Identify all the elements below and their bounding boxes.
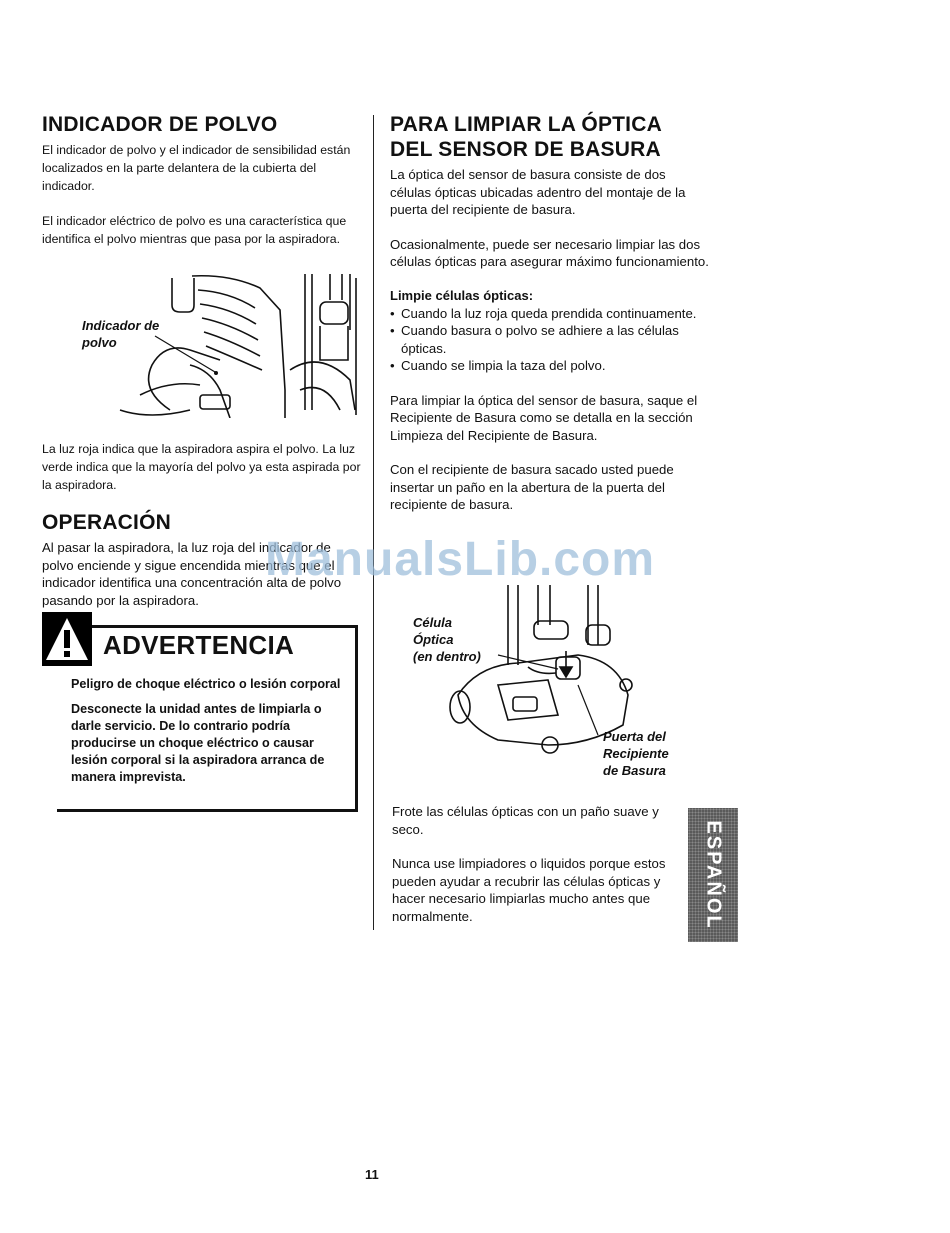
dust-indicator-heading: INDICADOR DE POLVO xyxy=(42,113,278,136)
optics-paragraph-1: La óptica del sensor de basura consiste de dos células ópticas ubicadas adentro del montaje de la puerta del recipiente de basura. xyxy=(390,167,686,217)
warning-line-2: Desconecte la unidad antes de limpiarla o darle servicio. De lo contrario podría producirse un choque eléctrico o causar lesión corporal si la aspiradora arranca de manera imprevista. xyxy=(71,702,325,784)
optics-paragraph-3: Para limpiar la óptica del sensor de basura, saque el Recipiente de Basura como se detalla en la sección Limpieza del Recipiente de Basura. xyxy=(390,392,698,443)
optics-heading xyxy=(390,112,710,162)
warning-title: ADVERTENCIA xyxy=(103,630,295,660)
optics-paragraph-6: Nunca use limpiadores o liquidos porque estos pueden ayudar a recubrir las células ópticas y hacer necesario limpiarlas mucho antes que normalmente. xyxy=(392,856,666,924)
clean-list xyxy=(390,305,710,375)
optics-paragraph-4: Con el recipiente de basura sacado usted puede insertar un paño en la abertura de la puerta del recipiente de basura. xyxy=(390,462,674,512)
warning-line-1: Peligro de choque eléctrico o lesión corporal xyxy=(71,677,341,691)
clean-list-title: Limpie células ópticas: xyxy=(390,287,534,303)
optics-paragraph-5: Frote las células ópticas con un paño suave y seco. xyxy=(392,804,659,837)
dust-indicator-callout-line2: polvo xyxy=(82,335,117,350)
optical-cell-callout xyxy=(413,614,481,665)
clean-list-item: • Cuando se limpia la taza del polvo. xyxy=(390,357,710,375)
optics-heading-line2: DEL SENSOR DE BASURA xyxy=(390,138,661,161)
operation-paragraph: Al pasar la aspiradora, la luz roja del indicador de polvo enciende y sigue encendida mientras que el indicador identifica una concentración alta de polvo pasando por la aspiradora. xyxy=(42,540,342,608)
warning-triangle-icon xyxy=(42,612,92,666)
language-tab xyxy=(688,808,738,942)
clean-list-item: • Cuando basura o polvo se adhiere a las células ópticas. xyxy=(390,322,710,357)
dirt-cup-door-callout-line1: Puerta del xyxy=(603,729,666,744)
dirt-cup-door-callout xyxy=(603,728,669,779)
language-tab-label: ESPAÑOL xyxy=(702,820,725,930)
clean-list-item: • Cuando la luz roja queda prendida continuamente. xyxy=(390,305,710,323)
warning-header-block xyxy=(42,612,92,666)
right-column xyxy=(390,112,710,514)
optics-heading-line1: PARA LIMPIAR LA ÓPTICA xyxy=(390,113,662,136)
dust-indicator-callout-line1: Indicador de xyxy=(82,318,160,333)
dust-paragraph-1: El indicador de polvo y el indicador de sensibilidad están localizados en la parte delantera de la cubierta del indicador. xyxy=(42,143,351,193)
page-number: 11 xyxy=(365,1167,379,1182)
column-divider xyxy=(373,115,374,930)
warning-text xyxy=(71,676,346,786)
operation-heading: OPERACIÓN xyxy=(42,511,171,534)
dirt-cup-door-callout-line3: de Basura xyxy=(603,763,666,778)
optical-cell-callout-line1: Célula xyxy=(413,615,453,630)
left-column xyxy=(42,112,362,248)
optical-cell-callout-line3: (en dentro) xyxy=(413,649,481,664)
right-column-lower xyxy=(392,803,682,925)
optics-paragraph-2: Ocasionalmente, puede ser necesario limpiar las dos células ópticas para asegurar máximo funcionamiento. xyxy=(390,236,709,269)
dust-paragraph-2: El indicador eléctrico de polvo es una característica que identifica el polvo mientras que pasa por la aspiradora. xyxy=(42,214,347,246)
watermark: ManualsLib.com xyxy=(265,533,656,586)
dust-paragraph-3: La luz roja indica que la aspiradora aspira el polvo. La luz verde indica que la mayoría del polvo ya esta aspirada por la aspiradora. xyxy=(42,442,361,492)
dirt-cup-door-callout-line2: Recipiente xyxy=(603,746,669,761)
optical-cell-callout-line2: Óptica xyxy=(413,632,454,647)
dust-indicator-callout xyxy=(82,317,159,351)
